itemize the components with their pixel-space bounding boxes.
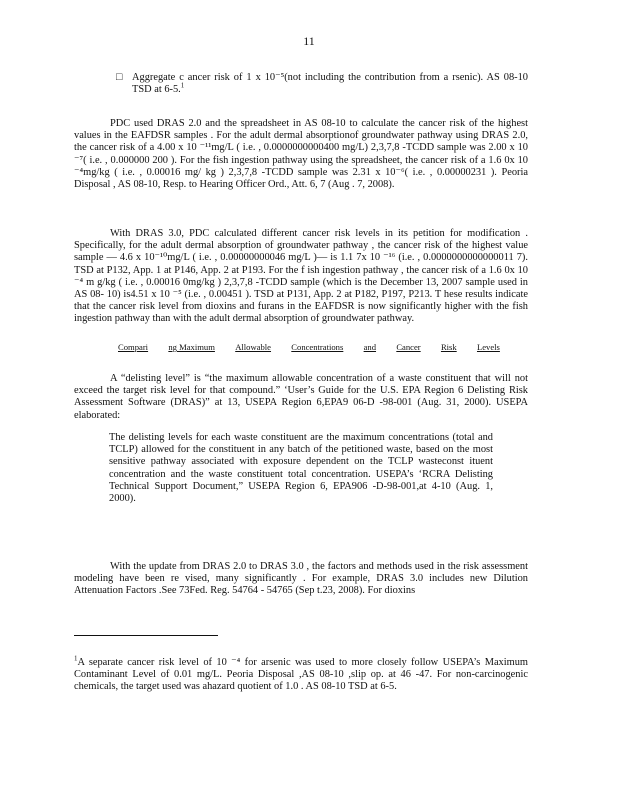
bullet-symbol: □ xyxy=(116,72,123,83)
heading-word: Compari xyxy=(118,342,149,352)
heading-word: Cancer xyxy=(396,342,421,352)
page-number: 11 xyxy=(303,34,315,48)
footnote xyxy=(74,654,528,694)
paragraph-dras-update: With the update from DRAS 2.0 to DRAS 3.0 , the factors and methods used in the risk assessment modeling have been re vised, many significantly . For example, DRAS 3.0 includes new Dilution Attenuation Factors .See 73Fed. Reg. 54764 - 54765 (Sep t.23, 2008). For dioxins xyxy=(74,561,528,597)
heading-word: ng Maximum xyxy=(168,342,215,352)
footnote-text: A separate cancer risk level of 10 ⁻⁴ for arsenic was used to more closely follow USEPA’s Maximum Contaminant Level of 0.01 mg/L. Peoria Disposal ,AS 08-10 ,slip op. at 46 -47. For non-carcinogenic chemicals, the target used was ahazard quotient of 1.0 . AS 08-10 TSD at 6-5. xyxy=(74,657,528,693)
bullet-item xyxy=(132,72,528,96)
footnote-ref: 1 xyxy=(180,81,185,90)
paragraph-dras3-results: With DRAS 3.0, PDC calculated different cancer risk levels in its petition for modification . Specifically, for the adult dermal absorption of groundwater pathway , the cancer risk of the highest value sample — 4.6 x 10⁻¹⁰mg/L ( i.e. , 0.00000000046 mg/L )— is 1.1 7x 10 ⁻¹⁶ (i.e. , 0.0000000000000011 7). TSD at P132, App. 1 at P146, App. 2 at P193. For the f ish ingestion pathway , the cancer risk of a 1.6 0x 10 ⁻⁴ m g/kg ( i.e. , 0.00016 0mg/kg ) 2,3,7,8 -TCDD sample (which is the December 13, 2007 sample used in AS 08- 10) is4.51 x 10 ⁻⁵ (i.e. , 0.00451 ). TSD at P131, App. 2 at P182, P197, P213. T hese results indicate that the cancer risk level from dioxins and furans in the EAFDSR is now significantly higher with the fish ingestion pathway than with the adult dermal absorption of groundwater pathway. xyxy=(74,228,528,325)
heading-word: and xyxy=(363,342,377,352)
heading-word: Risk xyxy=(440,342,457,352)
footnote-divider xyxy=(74,635,218,636)
block-quote: The delisting levels for each waste constituent are the maximum concentrations (total and TCLP) allowed for the constituent in any batch of the petitioned waste, based on the most sensitive pathway associated with exposure dependent on the TCLP wasteconst ituent concentration and the waste constituent total concentration. USEPA’s ‘RCRA Delisting Technical Support Document,” USEPA Region 6, EPA906 -D-98-001,at 4-10 (Aug. 1, 2000). xyxy=(109,432,493,505)
heading-word: Levels xyxy=(476,342,500,352)
heading-word: Allowable xyxy=(235,342,272,352)
section-heading xyxy=(118,342,500,352)
heading-word: Concentrations xyxy=(291,342,344,352)
bullet-text: Aggregate c ancer risk of 1 x 10⁻⁵(not including the contribution from a rsenic). AS 08-10 TSD at 6-5. xyxy=(132,72,528,96)
footnote-number: 1 xyxy=(74,654,78,663)
paragraph-delisting-level: A “delisting level” is “the maximum allowable concentration of a waste constituent that will not exceed the target risk level for that compound.” ‘User’s Guide for the U.S. EPA Region 6 Delisting Risk Assessment Software (DRAS)” at 13, USEPA Region 6,EPA9 06-D -98-001 (Aug. 31, 2000). USEPA elaborated: xyxy=(74,373,528,421)
paragraph-dras2-results: PDC used DRAS 2.0 and the spreadsheet in AS 08-10 to calculate the cancer risk of the highest values in the EAFDSR samples . For the adult dermal absorptionof groundwater pathway using DRAS 2.0, the cancer risk of a 4.00 x 10 ⁻¹¹mg/L ( i.e. , 0.0000000000400 mg/L) 2,3,7,8 -TCDD sample was 2.00 x 10 ⁻⁷( i.e. , 0.000000 200 ). For the fish ingestion pathway using the spreadsheet, the cancer risk of a 1.6 0x 10 ⁻⁴mg/kg ( i.e. , 0.00016 mg/ kg ) 2,3,7,8 -TCDD sample was 2.31 x 10⁻⁶( i.e. , 0.00000231 ). Peoria Disposal , AS 08-10, Resp. to Hearing Officer Ord., Att. 6, 7 (Aug . 7, 2008). xyxy=(74,118,528,191)
